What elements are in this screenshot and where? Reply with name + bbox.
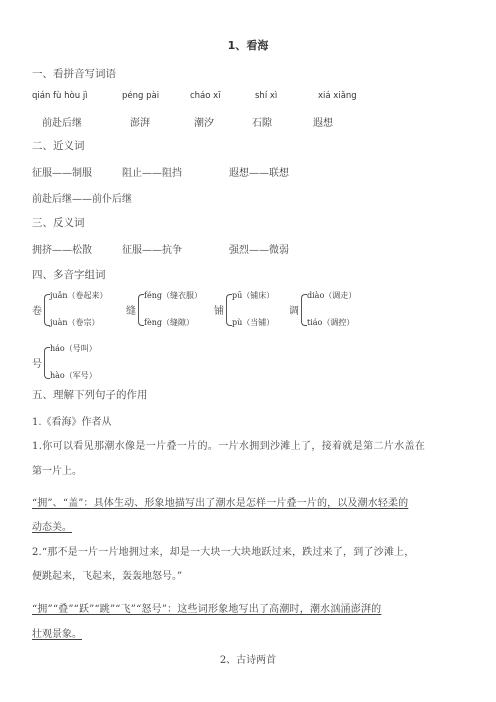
antonym-3: 强烈——微弱 (229, 245, 289, 256)
antonym-2: 征服——抗争 (122, 245, 182, 256)
pu-reading-1: pū（铺床） (232, 291, 275, 300)
diao-reading-1: diào（调走） (307, 291, 357, 300)
pinyin-1: qián fù hòu jì (32, 91, 88, 101)
item-2-sentence-line-1: 2.“那不是一片一片地拥过来，却是一大块一大块地跃过来，跌过来了，到了沙滩上， (32, 547, 415, 558)
section-3-heading: 三、反义词 (32, 217, 85, 229)
pinyin-4: shí xì (255, 91, 278, 101)
feng-reading-2: fèng（缝隙） (144, 318, 194, 327)
pinyin-2: péng pài (122, 91, 160, 101)
answer-2-line-2: 壮观景象。 (32, 629, 82, 640)
diao-reading-2: tiáo（调控） (307, 318, 355, 327)
section-4-heading: 四、多音字组词 (32, 269, 106, 281)
antonym-1: 拥挤——松散 (32, 245, 92, 256)
feng-reading-1: féng（缝衣服） (144, 291, 202, 300)
item-2-sentence-line-2: 便跳起来，飞起来，轰轰地怒号。” (32, 571, 183, 582)
polyphone-char-feng: 缝 (126, 306, 136, 317)
synonym-1: 征服——制服 (32, 168, 92, 179)
section-2-heading: 二、近义词 (32, 140, 85, 152)
word-2: 澎湃 (130, 118, 150, 129)
synonym-3: 遐想——联想 (229, 168, 289, 179)
polyphone-char-juan: 卷 (32, 306, 42, 317)
hao-reading-1: háo（号叫） (50, 344, 97, 353)
next-lesson-title: 2、古诗两首 (219, 655, 277, 666)
item-1-sentence-line-2: 第一片上。 (32, 466, 82, 477)
section-5-heading: 五、理解下列句子的作用 (32, 389, 148, 401)
pinyin-3: cháo xī (190, 91, 221, 101)
polyphone-char-pu: 铺 (214, 306, 224, 317)
hao-reading-2: hào（军号） (50, 371, 97, 380)
word-5: 遐想 (313, 118, 333, 129)
polyphone-char-hao: 号 (32, 359, 42, 370)
answer-1-line-1: “拥”、“盖”：具体生动、形象地描写出了潮水是怎样一片叠一片的，以及潮水轻柔的 (32, 498, 409, 509)
section-1-heading: 一、看拼音写词语 (32, 68, 116, 80)
answer-2-line-1: “拥”“叠”“跃”“跳”“飞”“怒号”：这些词形象地写出了高潮时，潮水汹涌澎湃的 (32, 604, 382, 615)
item-1-sentence-line-1: 1.你可以看见那潮水像是一片叠一片的。一片水拥到沙滩上了，接着就是第二片水盖在 (32, 441, 426, 452)
pinyin-5: xiá xiǎng (318, 91, 357, 101)
polyphone-char-diao: 调 (289, 306, 299, 317)
juan-reading-2: juàn（卷宗） (50, 318, 100, 327)
page-title: 1、看海 (227, 39, 269, 52)
item-1-head: 1.《看海》作者从 (32, 417, 112, 428)
synonym-2: 阻止——阻挡 (122, 168, 182, 179)
juan-reading-1: juǎn（卷起来） (50, 291, 108, 300)
word-4: 石隙 (252, 118, 272, 129)
pu-reading-2: pù（当铺） (232, 318, 275, 327)
answer-1-line-2: 动态美。 (32, 522, 72, 533)
synonym-4: 前赴后继——前仆后继 (32, 194, 132, 205)
word-1: 前赴后继 (42, 118, 82, 129)
word-3: 潮汐 (194, 118, 214, 129)
